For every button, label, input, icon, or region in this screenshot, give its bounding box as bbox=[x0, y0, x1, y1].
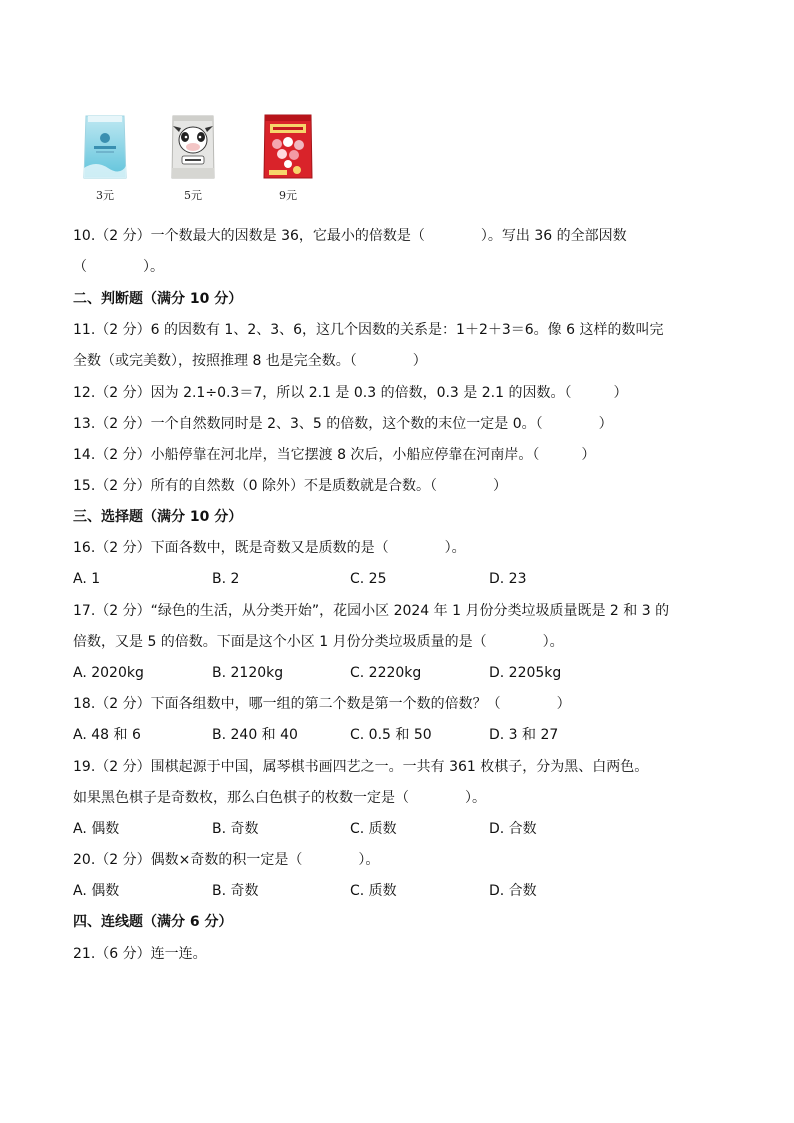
question-16-options bbox=[73, 569, 723, 589]
section-2-heading: 二、判断题（满分 10 分） bbox=[73, 291, 243, 307]
red-bag-image bbox=[261, 112, 315, 184]
option-c: C. 25 bbox=[350, 571, 387, 587]
option-b: B. 240 和 40 bbox=[212, 727, 298, 743]
option-c: C. 质数 bbox=[350, 883, 397, 899]
cow-bag-price: 5元 bbox=[184, 189, 202, 202]
product-cow-bag bbox=[158, 112, 228, 203]
question-19-line-1: 19.（2 分）围棋起源于中国，属琴棋书画四艺之一。一共有 361 枚棋子，分为黑、白两色。 bbox=[73, 759, 649, 775]
option-c: C. 质数 bbox=[350, 821, 397, 837]
question-16: 16.（2 分）下面各数中，既是奇数又是质数的是（ ）。 bbox=[73, 540, 466, 556]
question-14: 14.（2 分）小船停靠在河北岸，当它摆渡 8 次后，小船应停靠在河南岸。（ ） bbox=[73, 447, 596, 463]
option-c: C. 0.5 和 50 bbox=[350, 727, 432, 743]
question-17-line-2: 倍数，又是 5 的倍数。下面是这个小区 1 月份分类垃圾质量的是（ ）。 bbox=[73, 634, 564, 650]
question-10-line-2: （ ）。 bbox=[73, 259, 164, 275]
option-d: D. 合数 bbox=[489, 883, 537, 899]
question-10-line-1: 10.（2 分）一个数最大的因数是 36，它最小的倍数是（ ）。写出 36 的全部因数 bbox=[73, 228, 627, 244]
option-a: A. 偶数 bbox=[73, 883, 120, 899]
product-images bbox=[70, 112, 350, 212]
option-d: D. 合数 bbox=[489, 821, 537, 837]
question-19-line-2: 如果黑色棋子是奇数枚，那么白色棋子的枚数一定是（ ）。 bbox=[73, 790, 486, 806]
question-21: 21.（6 分）连一连。 bbox=[73, 946, 207, 962]
question-20-options bbox=[73, 881, 723, 901]
section-4-heading: 四、连线题（满分 6 分） bbox=[73, 914, 233, 930]
section-3-heading: 三、选择题（满分 10 分） bbox=[73, 509, 243, 525]
option-b: B. 奇数 bbox=[212, 821, 259, 837]
option-b: B. 奇数 bbox=[212, 883, 259, 899]
option-b: B. 2120kg bbox=[212, 665, 284, 681]
question-17-line-1: 17.（2 分）“绿色的生活，从分类开始”，花园小区 2024 年 1 月份分类垃圾质量既是 2 和 3 的 bbox=[73, 603, 670, 619]
option-b: B. 2 bbox=[212, 571, 240, 587]
option-c: C. 2220kg bbox=[350, 665, 422, 681]
question-11-line-2: 全数（或完美数），按照推理 8 也是完全数。（ ） bbox=[73, 353, 427, 369]
product-red-bag bbox=[253, 112, 323, 203]
blue-bag-image bbox=[78, 112, 132, 184]
option-a: A. 1 bbox=[73, 571, 101, 587]
question-17-options bbox=[73, 663, 723, 683]
question-12: 12.（2 分）因为 2.1÷0.3＝7，所以 2.1 是 0.3 的倍数，0.3 是 2.1 的因数。（ ） bbox=[73, 385, 628, 401]
question-13: 13.（2 分）一个自然数同时是 2、3、5 的倍数，这个数的末位一定是 0。（ ） bbox=[73, 416, 613, 432]
product-blue-bag bbox=[70, 112, 140, 203]
cow-bag-image bbox=[166, 112, 220, 184]
option-d: D. 3 和 27 bbox=[489, 727, 559, 743]
question-18: 18.（2 分）下面各组数中，哪一组的第二个数是第一个数的倍数？（ ） bbox=[73, 696, 571, 712]
question-15: 15.（2 分）所有的自然数（0 除外）不是质数就是合数。（ ） bbox=[73, 478, 507, 494]
question-11-line-1: 11.（2 分）6 的因数有 1、2、3、6，这几个因数的关系是：1＋2＋3＝6。像 6 这样的数叫完 bbox=[73, 322, 664, 338]
question-18-options bbox=[73, 725, 723, 745]
question-20: 20.（2 分）偶数×奇数的积一定是（ ）。 bbox=[73, 852, 380, 868]
blue-bag-price: 3元 bbox=[96, 189, 114, 202]
option-a: A. 2020kg bbox=[73, 665, 144, 681]
question-19-options bbox=[73, 819, 723, 839]
option-a: A. 偶数 bbox=[73, 821, 120, 837]
option-d: D. 23 bbox=[489, 571, 527, 587]
option-a: A. 48 和 6 bbox=[73, 727, 141, 743]
red-bag-price: 9元 bbox=[279, 189, 297, 202]
option-d: D. 2205kg bbox=[489, 665, 562, 681]
